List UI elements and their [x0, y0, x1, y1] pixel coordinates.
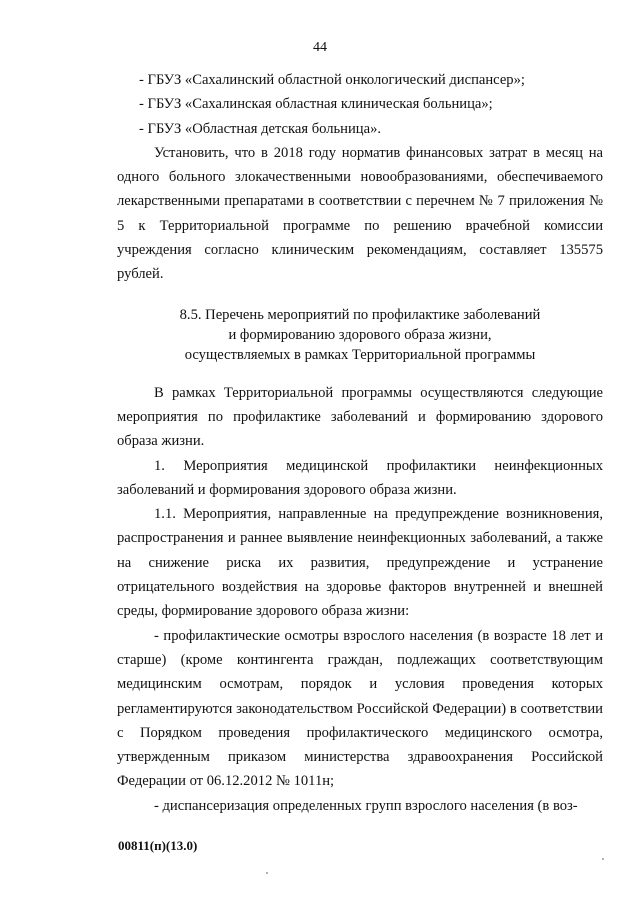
scan-speck — [266, 872, 268, 874]
section-heading — [117, 305, 603, 365]
list-item: - ГБУЗ «Сахалинская областная клиническая больница»; — [139, 96, 493, 113]
paragraph-norm: Установить, что в 2018 году норматив финансовых затрат в месяц на одного больного злокачественными новообразованиями, обеспечиваемого лекарственными препаратами в соответствии с перечнем № 7 приложения № 5 к Территориальной программе по решению врачебной комиссии учреждения согласно клиническим рекомендациям, составляет 135575 рублей. — [117, 144, 603, 283]
list-item-checkups: - профилактические осмотры взрослого населения (в возрасте 18 лет и старше) (кроме контингента граждан, подлежащих соответствующим медицинским осмотрам, порядок и условия проведения которых регламентируются законодательством Российской Федерации) в соответствии с Порядком проведения профилактического медицинского осмотра, утвержденным приказом министерства здравоохранения Российской Федерации от 06.12.2012 № 1011н; — [117, 627, 603, 790]
paragraph-item-1: 1. Мероприятия медицинской профилактики неинфекционных заболеваний и формирования здорового образа жизни. — [117, 457, 603, 498]
list-item: - ГБУЗ «Сахалинский областной онкологический диспансер»; — [139, 72, 525, 88]
list-item-dispensary: - диспансеризация определенных групп взрослого населения (в воз- — [154, 797, 578, 814]
document-body — [117, 68, 603, 818]
paragraph-item-1-1: 1.1. Мероприятия, направленные на предупреждение возникновения, распространения и раннее выявление неинфекционных заболеваний, а также на снижение риска их развития, предупреждение и устранение отрицательного воздействия на здоровье факторов внутренней и внешней среды, формирование здорового образа жизни: — [117, 506, 603, 620]
list-item: - ГБУЗ «Областная детская больница». — [139, 120, 382, 137]
section-heading-line: и формированию здорового образа жизни, — [228, 326, 492, 343]
footer-code: 00811(п)(13.0) — [118, 838, 198, 853]
paragraph-intro: В рамках Территориальной программы осуществляются следующие мероприятия по профилактике заболеваний и формированию здорового образа жизни. — [117, 384, 603, 450]
section-heading-line: осуществляемых в рамках Территориальной программы — [184, 346, 536, 363]
scan-speck — [602, 858, 604, 860]
section-heading-line: 8.5. Перечень мероприятий по профилактике заболеваний — [179, 306, 541, 323]
page-number: 44 — [313, 40, 327, 55]
